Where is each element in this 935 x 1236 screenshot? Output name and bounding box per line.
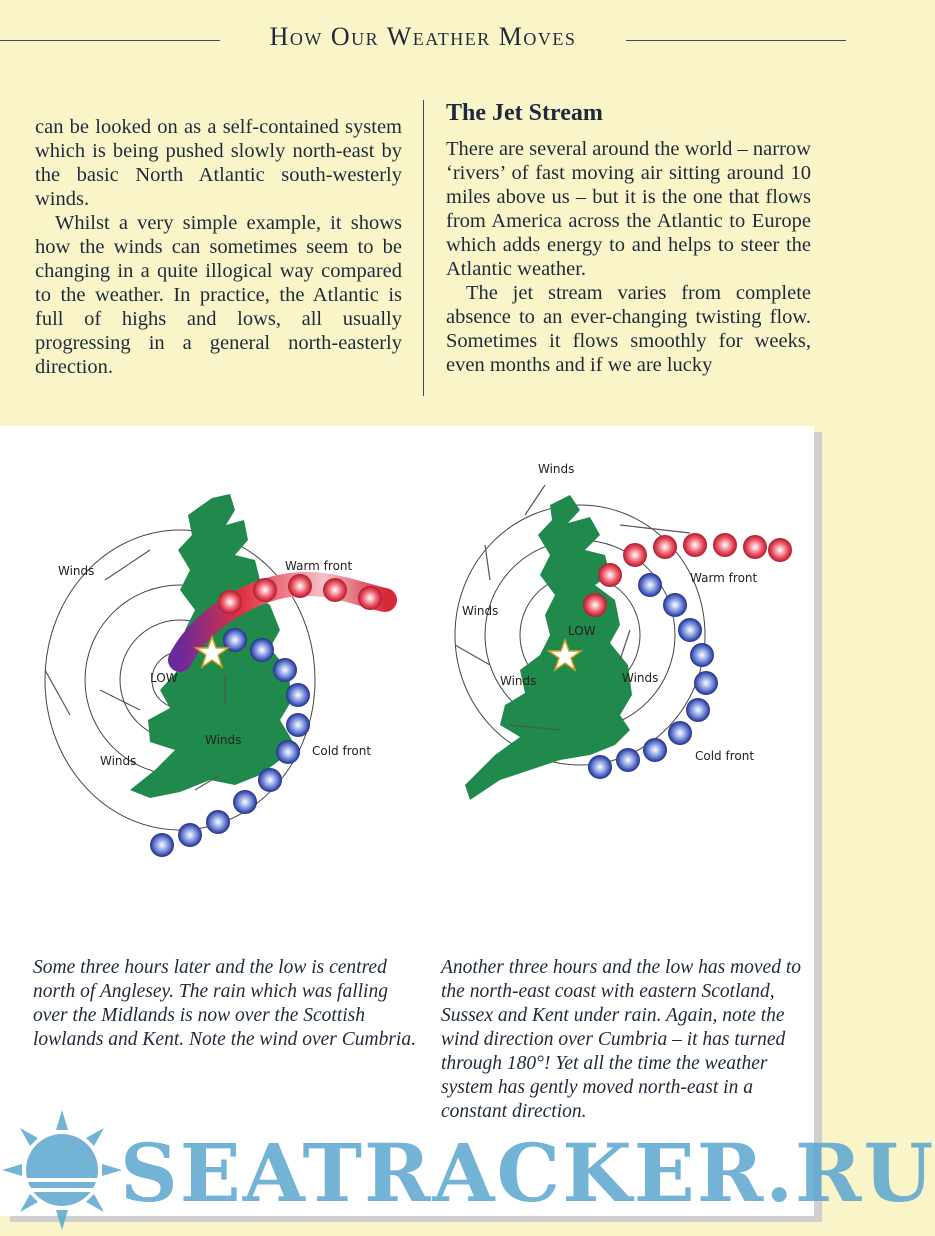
left-paragraph-1: can be looked on as a self-contained system which is being pushed slowly north-east by the basic North Atlantic south-westerly winds. [35,116,402,210]
right-column [446,137,811,377]
page-title: How Our Weather Moves [0,22,846,52]
label-winds-4: Winds [622,671,659,685]
section-heading: The Jet Stream [446,100,603,126]
caption-right: Another three hours and the low has moved to the north-east coast with eastern Scotland, Sussex and Kent under rain. Again, note the wind direction over Cumbria – it has turned through 180°! Yet all the time the weather system has gently moved north-east in a constant direction. [441,957,801,1122]
left-paragraph-2: Whilst a very simple example, it shows how the winds can sometimes seem to be changing in a quite illogical way compared to the weather. In practice, the Atlantic is full of highs and lows, all usually progressing in a general north-easterly direction. [35,212,402,378]
label-low: LOW [150,671,178,685]
caption-left: Some three hours later and the low is centred north of Anglesey. The rain which was falling over the Midlands is now over the Scottish lowlands and Kent. Note the wind over Cumbria. [33,957,416,1050]
label-winds-2: Winds [462,604,499,618]
watermark-text: SEATRACKER.RU [120,1126,935,1220]
weather-map-right [450,455,810,815]
left-column [35,115,402,379]
label-winds-3: Winds [205,733,242,747]
label-winds-3: Winds [500,674,537,688]
label-cold-front: Cold front [695,749,755,763]
label-winds-2: Winds [100,754,137,768]
label-cold-front: Cold front [312,744,372,758]
right-paragraph-1: There are several around the world – narrow ‘rivers’ of fast moving air sitting around 10 miles above us – but it is the one that flows from America across the Atlantic to Europe which adds energy to and helps to steer the Atlantic weather. [446,138,811,280]
label-low: LOW [568,624,596,638]
running-header [0,22,846,58]
label-warm-front: Warm front [285,559,353,573]
label-winds-1: Winds [58,564,95,578]
right-paragraph-2: The jet stream varies from complete absence to an ever-changing twisting flow. Sometimes it flows smoothly for weeks, even months and if we are lucky [446,282,811,376]
label-winds-1: Winds [538,462,575,476]
britain-landmass-right [465,495,632,800]
weather-map-left [30,480,410,890]
label-warm-front: Warm front [690,571,758,585]
column-divider [423,100,424,396]
